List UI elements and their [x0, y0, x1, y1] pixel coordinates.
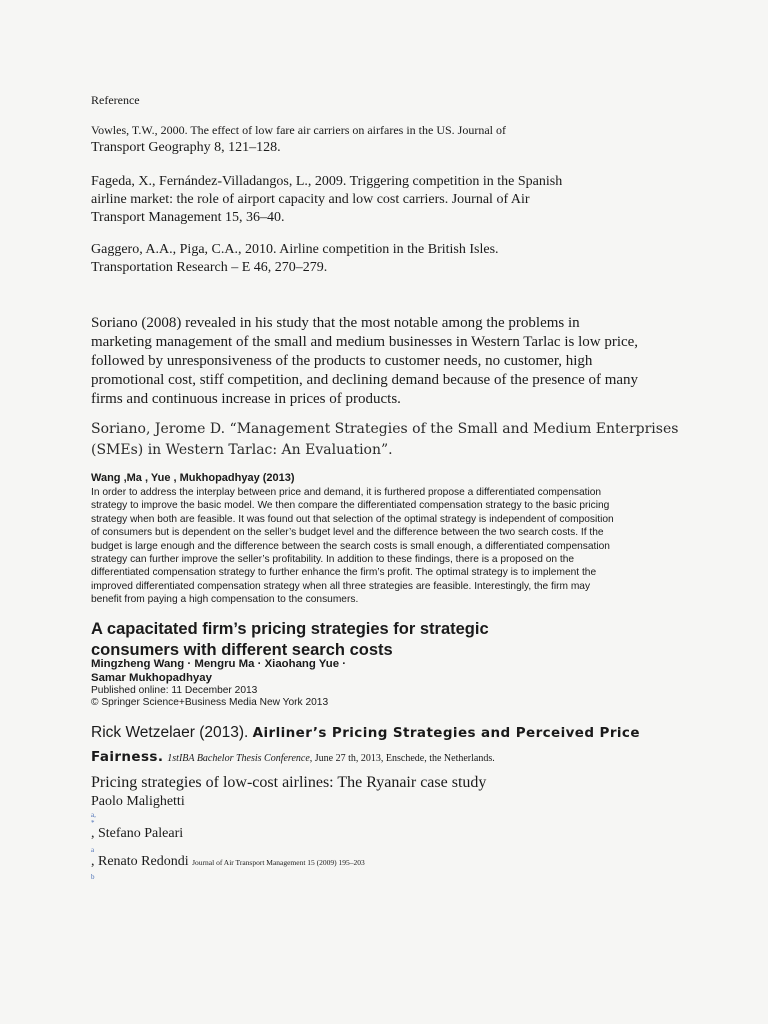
wetzelaer-citation: [91, 721, 731, 771]
soriano-paragraph: [91, 314, 651, 409]
wetzelaer-line2: [91, 745, 731, 771]
abstract-line: differentiated compensation strategy to further enhance the firm’s profit. The optimal strategy is to implement the: [91, 567, 597, 579]
wetzelaer-title-part1: Airliner’s Pricing Strategies and Perceived Price: [252, 725, 640, 741]
gaggero-citation-line2: Transportation Research – E 46, 270–279.: [91, 260, 328, 275]
ryanair-journal: Journal of Air Transport Management 15 (2009) 195–203: [192, 858, 365, 867]
ryanair-author-malighetti: Paolo Malighetti: [91, 794, 185, 809]
vowles-citation-line1: Vowles, T.W., 2000. The effect of low fare air carriers on airfares in the US. Journal of: [91, 123, 506, 137]
ryanair-author-redondi: , Renato Redondi: [91, 854, 189, 869]
published-date: Published online: 11 December 2013: [91, 685, 258, 696]
paragraph-line: Soriano (2008) revealed in his study that the most notable among the problems in: [91, 315, 580, 331]
authors-line2: Samar Mukhopadhyay: [91, 671, 212, 684]
wetzelaer-line1: [91, 721, 731, 745]
abstract-line: budget is large enough and the difference between the search costs is small enough, a differentiated compensation: [91, 540, 610, 552]
abstract-line: strategy when both are feasible. It was found out that selection of the optimal strategy is independent of composition: [91, 513, 614, 525]
reference-heading: Reference: [91, 93, 140, 107]
abstract-line: strategy can further improve the seller’s profitability. In addition to these findings, there is a proposed on the: [91, 554, 575, 566]
conference-details: , June 27 th, 2013, Enschede, the Netherlands.: [309, 753, 495, 764]
article-title: [91, 619, 489, 661]
wang-abstract: [91, 486, 678, 607]
article-title-line2: consumers with different search costs: [91, 641, 393, 659]
gaggero-citation-line1: Gaggero, A.A., Piga, C.A., 2010. Airline competition in the British Isles.: [91, 242, 499, 257]
fageda-citation-line1: Fageda, X., Fernández-Villadangos, L., 2009. Triggering competition in the Spanish: [91, 174, 563, 189]
fageda-citation-line2: airline market: the role of airport capacity and low cost carriers. Journal of Air: [91, 192, 530, 207]
soriano-citation: [91, 419, 678, 461]
abstract-line: strategy to improve the basic model. We then compare the differentiated compensation strategy to the basic pricing: [91, 500, 610, 512]
ryanair-title: Pricing strategies of low-cost airlines: The Ryanair case study: [91, 774, 487, 791]
wang-heading: Wang ,Ma , Yue , Mukhopadhyay (2013): [91, 472, 295, 484]
affiliation-mark-a1: a,: [91, 811, 96, 819]
abstract-line: benefit from paying a high compensation to the consumers.: [91, 594, 359, 606]
wetzelaer-author-year: Rick Wetzelaer (2013).: [91, 724, 253, 741]
affiliation-mark-a2: a: [91, 846, 95, 854]
affiliation-mark-b: b: [91, 873, 95, 881]
wetzelaer-title-part2: Fairness.: [91, 749, 164, 765]
abstract-line: of consumers but is dependent on the seller’s budget level and the difference between the two search costs. If the: [91, 527, 604, 539]
affiliation-mark-star: *: [91, 819, 95, 827]
article-authors: [91, 658, 346, 685]
conference-name: 1stIBA Bachelor Thesis Conference: [167, 753, 310, 764]
copyright-line: © Springer Science+Business Media New York 2013: [91, 697, 329, 708]
paragraph-line: firms and continuous increase in prices of products.: [91, 391, 401, 407]
ryanair-author-redondi-line: [91, 854, 365, 870]
paragraph-line: promotional cost, stiff competition, and declining demand because of the presence of many: [91, 372, 639, 388]
article-title-line1: A capacitated firm’s pricing strategies for strategic: [91, 620, 489, 638]
vowles-citation-line2: Transport Geography 8, 121–128.: [91, 140, 281, 155]
fageda-citation-line3: Transport Management 15, 36–40.: [91, 210, 285, 225]
soriano-citation-line2: (SMEs) in Western Tarlac: An Evaluation”.: [91, 442, 393, 458]
soriano-citation-line1: Soriano, Jerome D. “Management Strategies of the Small and Medium Enterprises: [91, 421, 679, 437]
wetzelaer-conference: [167, 753, 494, 764]
ryanair-author-paleari: , Stefano Paleari: [91, 826, 184, 841]
paragraph-line: followed by unresponsiveness of the products to customer needs, no customer, high: [91, 353, 593, 369]
paragraph-line: marketing management of the small and medium businesses in Western Tarlac is low price,: [91, 334, 639, 350]
abstract-line: improved differentiated compensation strategy when all three strategies are feasible. Interestingly, the firm may: [91, 580, 591, 592]
abstract-line: In order to address the interplay between price and demand, it is furthered propose a differentiated compensation: [91, 487, 602, 498]
authors-line1: Mingzheng Wang · Mengru Ma · Xiaohang Yue ·: [91, 658, 347, 670]
